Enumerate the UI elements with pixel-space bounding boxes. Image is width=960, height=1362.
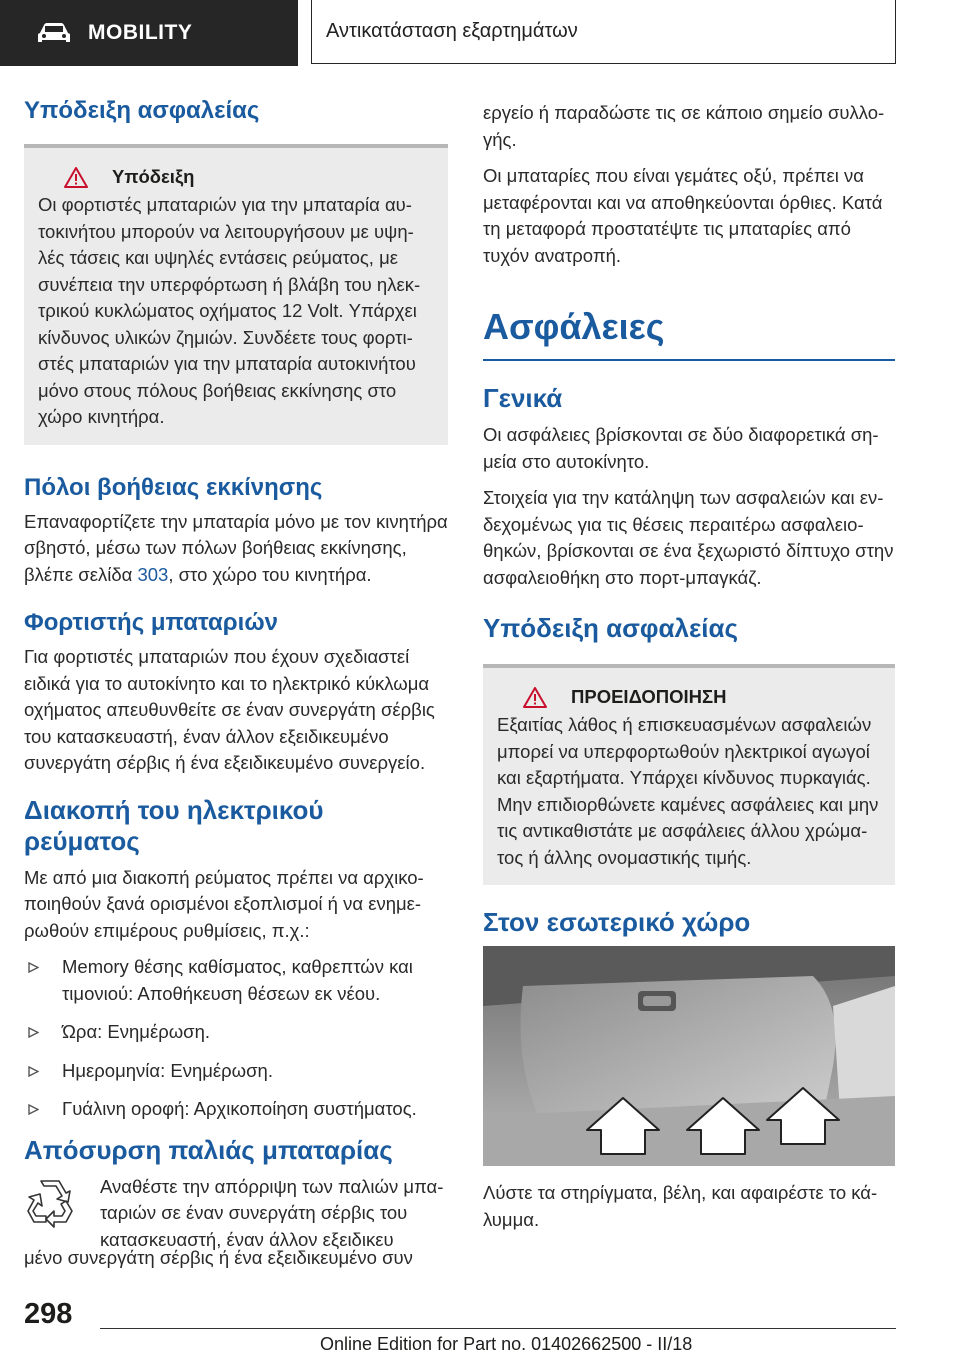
- photo-caption: Λύστε τα στηρίγματα, βέλη, και αφαιρέστε το κάλυμμα.: [483, 1182, 878, 1230]
- triangle-bullet-icon: [28, 1027, 39, 1038]
- chapter-tab: [311, 0, 896, 64]
- note-label: Υπόδειξη: [112, 166, 195, 187]
- recycle-icon: [24, 1178, 76, 1230]
- interrupt-text: Με από μια διακοπή ρεύματος πρέπει να αρχικοποιηθούν ξανά ορισμένοι εξοπλισμοί ή να ενημερωθούν επιμέρους ρυθμίσεις, π.χ.:: [24, 866, 424, 941]
- poles-heading: Πόλοι βοήθειας εκκίνησης: [24, 473, 323, 501]
- note-header: [38, 166, 432, 188]
- right-column: [483, 100, 895, 1243]
- settings-list: [24, 954, 448, 1123]
- glovebox-photo: [483, 946, 895, 1166]
- recycle-block: [24, 1174, 448, 1254]
- edition-text: Online Edition for Part no. 01402662500 - II/18: [320, 1334, 693, 1354]
- interrupt-heading: Διακοπή του ηλεκτρικού ρεύματος: [24, 794, 324, 856]
- chapter-title: Αντικατάσταση εξαρτημάτων: [326, 20, 578, 42]
- interior-heading: Στον εσωτερικό χώρο: [483, 907, 751, 937]
- mobility-tab[interactable]: [0, 0, 298, 66]
- general-text-1: Οι ασφάλειες βρίσκονται σε δύο διαφορετικά σημεία στο αυτοκίνητο.: [483, 424, 879, 472]
- triangle-bullet-icon: [28, 1066, 39, 1077]
- glovebox-illustration: [483, 946, 895, 1166]
- page-header: [0, 0, 960, 66]
- continued-text: εργείο ή παραδώστε τις σε κάποιο σημείο συλλογής.: [483, 102, 885, 150]
- car-icon: [36, 21, 72, 45]
- safety-heading-left: Υπόδειξη ασφαλείας: [24, 97, 260, 124]
- charger-heading: Φορτιστής μπαταριών: [24, 609, 278, 636]
- remove-heading: Απόσυρση παλιάς μπαταρίας: [24, 1134, 393, 1165]
- page-number: 298: [24, 1298, 73, 1330]
- fuses-heading: Ασφάλειες: [483, 306, 665, 347]
- note-box: [24, 148, 448, 445]
- warning-label: ΠΡΟΕΙΔΟΠΟΙΗΣΗ: [571, 686, 727, 707]
- footer-rule: [100, 1328, 896, 1329]
- remove-text-cont: μένο συνεργάτη σέρβις ή ένα εξειδικευμένο συν: [24, 1247, 413, 1268]
- warning-icon: [64, 167, 88, 188]
- warning-icon: [523, 687, 547, 708]
- brand-label: MOBILITY: [88, 21, 193, 44]
- list-item: Γυάλινη οροφή: Αρχικοποίηση συστήματος.: [24, 1096, 448, 1123]
- general-text-2: Στοιχεία για την κατάληψη των ασφαλειών και ενδεχομένως για τις θέσεις περαιτέρω ασφαλειοθηκών, βρίσκονται σε ένα ξεχωριστό δίπτυχο στην ασφαλειοθήκη στο πορτ-μπαγκάζ.: [483, 487, 894, 588]
- list-item: Memory θέσης καθίσματος, καθρεπτών και τιμονιού: Αποθήκευση θέσεων εκ νέου.: [24, 954, 448, 1007]
- warning-box: [483, 668, 895, 885]
- note-text: Οι φορτιστές μπαταριών για την μπαταρία αυτοκινήτου μπορούν να λειτουργήσουν με υψηλές τάσεις και υψηλές εντάσεις ρεύματος, με συνέπεια την υπερφόρτωση ή βλάβη του ηλεκτρικού κυκλώματος οχήματος 12 Volt. Υπάρχει κίνδυνος υλικών ζημιών. Συνδέετε τους φορτιστές μπαταριών για την μπαταρία αυτοκινήτου μόνο στους πόλους βοήθειας εκκίνησης στο χώρο κινητήρα.: [38, 194, 421, 427]
- list-item: Ημερομηνία: Ενημέρωση.: [24, 1058, 448, 1085]
- charger-text: Για φορτιστές μπαταριών που έχουν σχεδιαστεί ειδικά για το αυτοκίνητο και το ηλεκτρικό κύκλωμα οχήματος απευθυνθείτε σε έναν συνεργάτη σέρβις του κατασκευαστή, έναν άλλον εξειδικευμένο συνεργάτη σέρβις ή ένα εξειδικευμένο συνεργείο.: [24, 646, 435, 773]
- page-link[interactable]: 303: [137, 563, 169, 585]
- remove-text: Αναθέστε την απόρριψη των παλιών μπαταριών σε έναν συνεργάτη σέρβις του κατασκευαστή, έναν άλλον εξειδικευ: [100, 1175, 444, 1250]
- acid-text: Οι μπαταρίες που είναι γεμάτες οξύ, πρέπει να μεταφέρονται και να αποθηκεύονται όρθιες. Κατά τη μεταφορά προστατέψτε τις μπαταρίες από τυχόν ανατροπή.: [483, 165, 883, 266]
- poles-text: Επαναφορτίζετε την μπαταρία μόνο με τον κινητήρα σβηστό, μέσω των πόλων βοήθειας εκκίνησης, βλέπε σελίδα 303, στο χώρο του κινητήρα.: [24, 510, 448, 585]
- triangle-bullet-icon: [28, 1104, 39, 1115]
- list-item: Ώρα: Ενημέρωση.: [24, 1019, 448, 1046]
- general-heading: Γενικά: [483, 383, 563, 413]
- warning-header: [497, 686, 879, 708]
- safety-heading-right: Υπόδειξη ασφαλείας: [483, 613, 739, 643]
- left-column: [24, 96, 448, 1282]
- triangle-bullet-icon: [28, 962, 39, 973]
- warning-text: Εξαιτίας λάθος ή επισκευασμένων ασφαλειών μπορεί να υπερφορτωθούν ηλεκτρικοί αγωγοί και εξαρτήματα. Υπάρχει κίνδυνος πυρκαγιάς. Μην επιδιορθώνετε καμένες ασφάλειες και μην τις αντικαθιστάτε με ασφάλειες άλλου χρώματος ή άλλης ονομαστικής τιμής.: [497, 714, 879, 868]
